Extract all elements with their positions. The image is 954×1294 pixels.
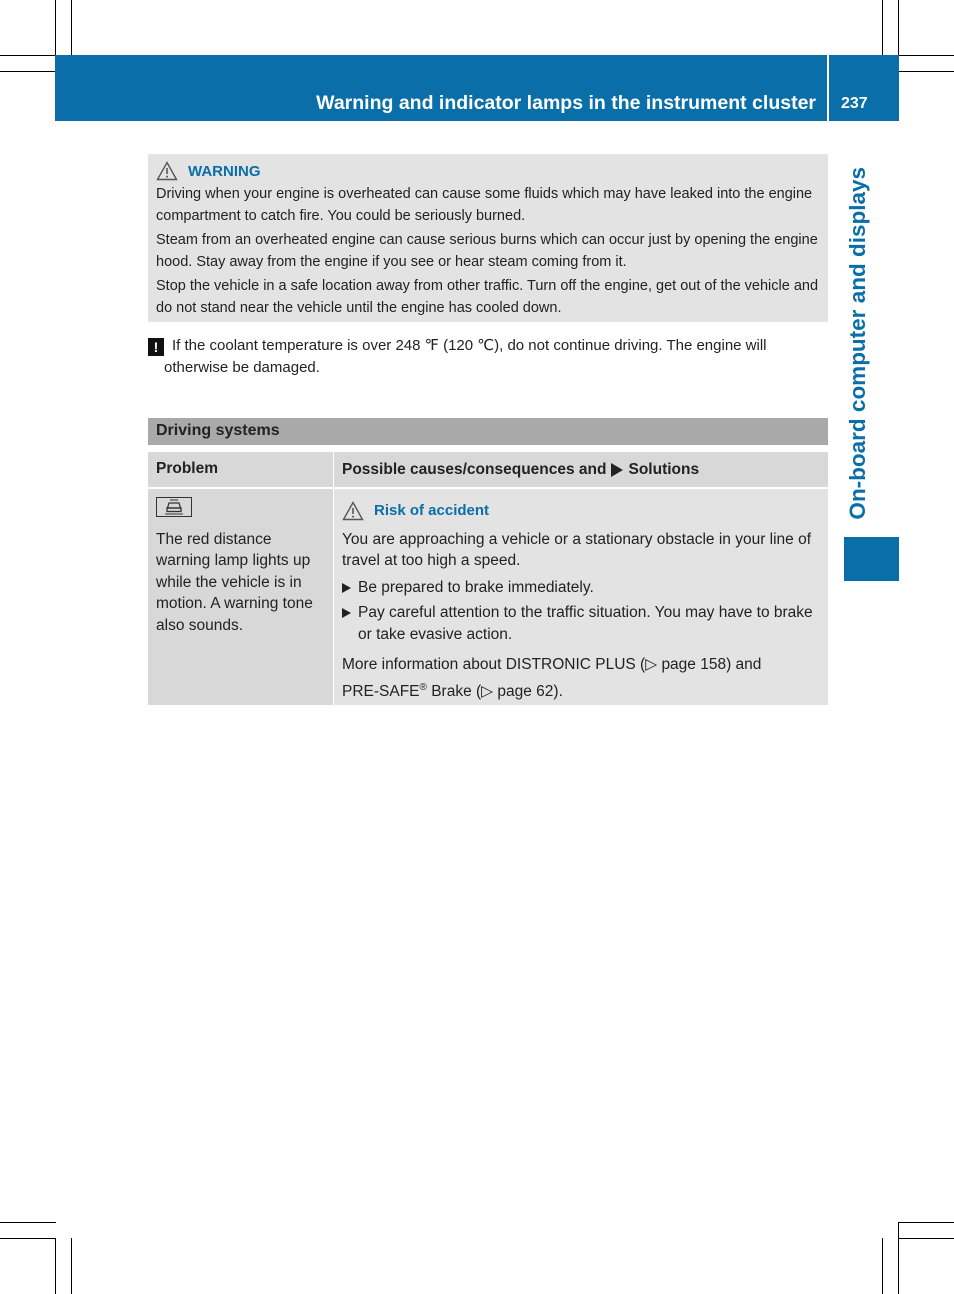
warning-label: WARNING (188, 162, 261, 180)
column-header-causes (334, 452, 828, 487)
risk-label: Risk of accident (374, 502, 490, 519)
risk-heading (342, 499, 820, 523)
crop-mark (898, 0, 899, 56)
table-header-row (148, 452, 828, 487)
section-header (148, 418, 828, 445)
more-info-pre-safe: PRE-SAFE (342, 683, 420, 701)
warning-heading (156, 158, 820, 184)
list-item (342, 577, 820, 599)
registered-mark: ® (419, 682, 427, 693)
coolant-note (148, 335, 830, 379)
warning-triangle-icon (342, 501, 364, 521)
solution-arrow-icon (611, 463, 623, 477)
cause-text: You are approaching a vehicle or a stationary obstacle in your line of travel at too high a speed. (342, 530, 812, 569)
list-item (342, 602, 820, 645)
crop-mark (882, 0, 883, 56)
crop-mark (882, 1238, 883, 1294)
warning-triangle-icon (156, 161, 178, 181)
note-text-line2: otherwise be damaged. (164, 359, 320, 376)
problem-text: The red distance warning lamp lights up while the vehicle is in motion. A warning tone also sounds. (156, 530, 313, 634)
crop-mark (71, 0, 72, 56)
note-text-line1: If the coolant temperature is over 248 ℉ (120 ℃), do not continue driving. The engine will (172, 337, 767, 354)
crop-mark (0, 1238, 56, 1239)
column-header-causes-text: Possible causes/consequences and (342, 460, 607, 478)
crop-mark (898, 1222, 954, 1223)
crop-mark (55, 0, 56, 56)
header-title: Warning and indicator lamps in the instrument cluster (316, 92, 816, 114)
more-information (342, 653, 820, 703)
table-row (148, 489, 828, 705)
chapter-side-tab (841, 165, 875, 525)
more-info-line1: More information about DISTRONIC PLUS (▷ page 158) and (342, 656, 762, 673)
crop-mark (0, 1222, 56, 1223)
crop-mark (898, 1238, 954, 1239)
more-info-brake: Brake (▷ page 62). (426, 683, 563, 701)
crop-mark (898, 71, 954, 72)
list-item-text: Pay careful attention to the traffic situation. You may have to brake or take evasive action. (358, 604, 813, 643)
crop-mark (898, 1222, 899, 1294)
column-header-problem: Problem (148, 452, 334, 487)
page-header (55, 55, 899, 121)
distance-warning-lamp-icon (156, 497, 192, 517)
page-number: 237 (841, 95, 868, 112)
list-item-text: Be prepared to brake immediately. (358, 578, 594, 596)
causes-cell (334, 489, 828, 705)
crop-mark (898, 55, 954, 56)
bullet-arrow-icon (342, 608, 351, 618)
chapter-title: On-board computer and displays (845, 167, 870, 520)
crop-mark (55, 1238, 56, 1294)
bullet-arrow-icon (342, 583, 351, 593)
driving-systems-table (148, 452, 828, 705)
problem-cell (148, 489, 334, 705)
exclamation-icon: ! (148, 338, 164, 356)
warning-box (148, 154, 828, 322)
chapter-marker-block (844, 537, 899, 581)
warning-paragraph: Driving when your engine is overheated can cause some fluids which may have leaked into the engine compartment to catch fire. You could be seriously burned. (156, 186, 813, 224)
warning-paragraph: Stop the vehicle in a safe location away from other traffic. Turn off the engine, get out of the vehicle and do not stand near the vehicle until the engine has cooled down. (156, 278, 819, 316)
crop-mark (0, 55, 56, 56)
column-header-solutions-text: Solutions (628, 460, 700, 478)
crop-mark (0, 71, 56, 72)
header-divider (827, 55, 829, 121)
warning-paragraph: Steam from an overheated engine can cause serious burns which can occur just by opening the engine hood. Stay away from the engine if you see or hear steam coming from it. (156, 232, 818, 270)
crop-mark (71, 1238, 72, 1294)
section-title: Driving systems (156, 422, 280, 439)
